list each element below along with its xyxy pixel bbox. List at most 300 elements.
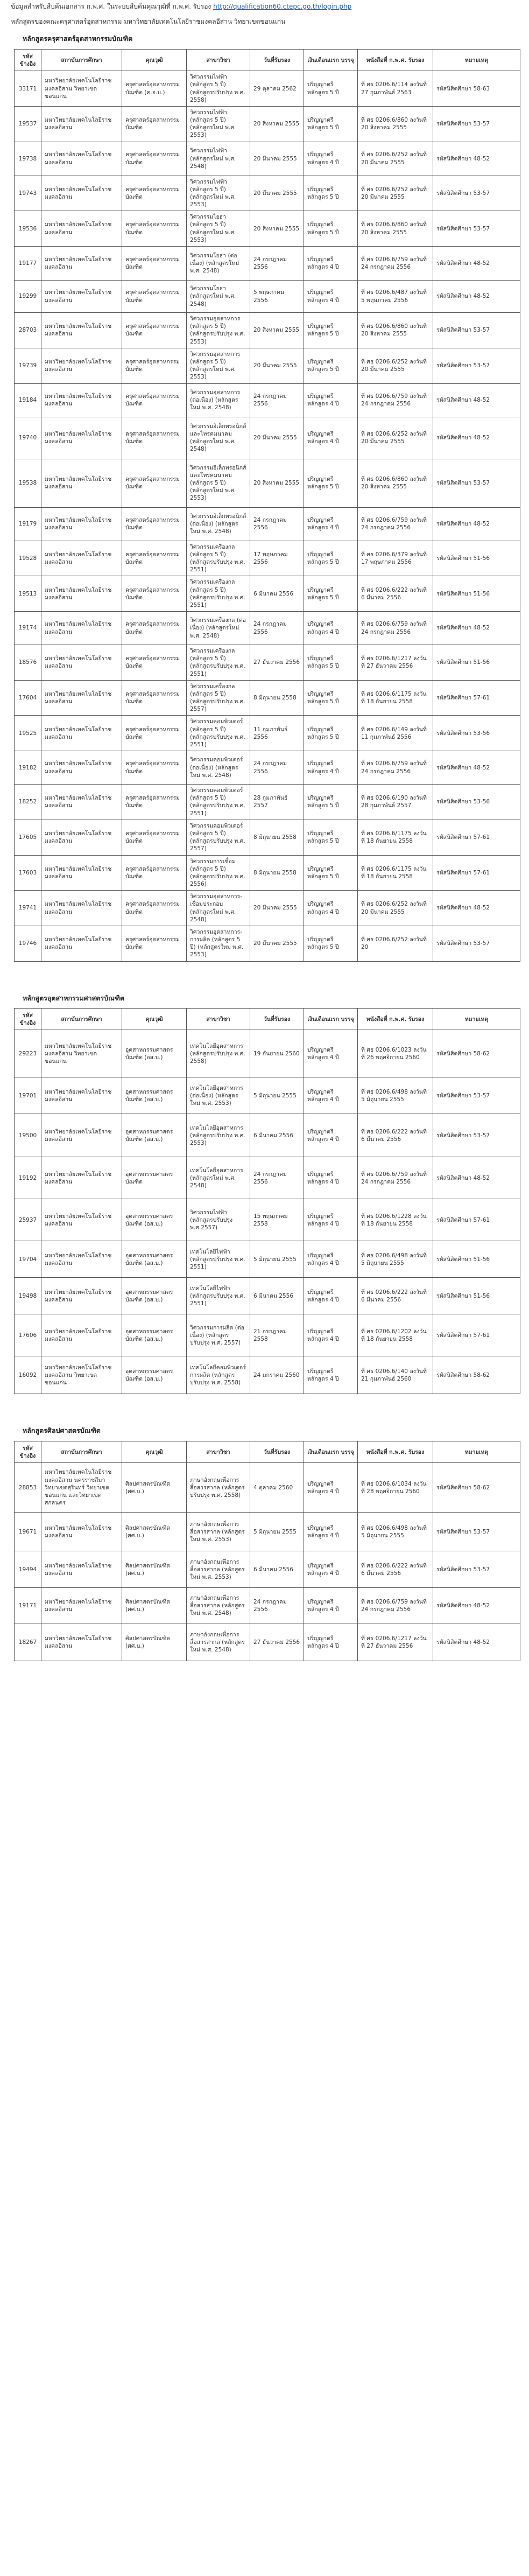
letter-cell: ที่ ศธ 0206.6/1034 ลงวันที่ 28 พฤศจิกายน 2560 xyxy=(358,1463,433,1513)
major-cell: เทคโนโลยีอุตสาหการ (หลักสูตรใหม่ พ.ศ. 2548) xyxy=(187,1157,250,1199)
ref-id-cell: 19743 xyxy=(15,176,41,211)
letter-cell: ที่ ศธ 0206.6/487 ลงวันที่ 5 พฤษภาคม 2556 xyxy=(358,281,433,313)
letter-cell: ที่ ศธ 0206.6/759 ลงวันที่ 24 กรกฎาคม 2556 xyxy=(358,247,433,281)
approval-date-cell: 5 พฤษภาคม 2556 xyxy=(250,281,304,313)
intro-text: ข้อมูลสำหรับสืบค้นเอกสาร ก.พ.ศ. ในระบบสืบค้นคุณวุฒิที่ ก.พ.ศ. รับรอง xyxy=(11,3,214,10)
approval-date-cell: 27 ธันวาคม 2556 xyxy=(250,1623,304,1661)
ref-id-cell: 19740 xyxy=(15,417,41,459)
remark-cell: รหัสนิสิตศึกษา 48-52 xyxy=(433,891,520,926)
approval-date-cell: 5 มิถุนายน 2555 xyxy=(250,1241,304,1278)
table-row xyxy=(15,820,520,855)
approval-date-cell: 15 พฤษภาคม 2558 xyxy=(250,1199,304,1241)
degree-cell: ครุศาสตร์อุตสาหกรรม บัณฑิต xyxy=(122,680,187,716)
major-header: สาขาวิชา xyxy=(187,1441,250,1463)
qualification-table xyxy=(14,49,520,961)
institution-cell: มหาวิทยาลัยเทคโนโลยีราชมงคลอีสาน นครราชสีมา วิทยาเขตสุรินทร์ วิทยาเขตขอนแก่น และวิทยาเขตสกลนคร xyxy=(41,1463,122,1513)
letter-cell: ที่ ศธ 0206.6/759 ลงวันที่ 24 กรกฎาคม 2556 xyxy=(358,1157,433,1199)
institution-cell: มหาวิทยาลัยเทคโนโลยีราชมงคลอีสาน xyxy=(41,142,122,176)
degree-cell: ครุศาสตร์อุตสาหกรรม บัณฑิต xyxy=(122,247,187,281)
approval-date-cell: 20 สิงหาคม 2555 xyxy=(250,106,304,142)
institution-header: สถาบันการศึกษา xyxy=(41,50,122,71)
salary-cell: ปริญญาตรี หลักสูตร 4 ปี xyxy=(304,417,358,459)
degree-cell: ศิลปศาสตรบัณฑิต (ศศ.บ.) xyxy=(122,1463,187,1513)
table-row xyxy=(15,926,520,961)
institution-cell: มหาวิทยาลัยเทคโนโลยีราชมงคลอีสาน วิทยาเขตขอนแก่น xyxy=(41,1030,122,1077)
major-cell: วิศวกรรมคอมพิวเตอร์ (หลักสูตร 5 ปี) (หลักสูตรปรับปรุง พ.ศ. 2551) xyxy=(187,716,250,751)
table-row xyxy=(15,106,520,142)
table-row xyxy=(15,1513,520,1551)
major-cell: วิศวกรรมไฟฟ้า (หลักสูตรปรับปรุง พ.ศ.2557) xyxy=(187,1199,250,1241)
degree-cell: ครุศาสตร์อุตสาหกรรม บัณฑิต xyxy=(122,383,187,417)
degree-cell: ครุศาสตร์อุตสาหกรรม บัณฑิต xyxy=(122,751,187,785)
letter-cell: ที่ ศธ 0206.6/860 ลงวันที่ 20 สิงหาคม 2555 xyxy=(358,313,433,348)
table-row xyxy=(15,71,520,107)
qualification-table xyxy=(14,1441,520,1661)
salary-cell: ปริญญาตรี หลักสูตร 4 ปี xyxy=(304,891,358,926)
approval-date-cell: 24 มกราคม 2560 xyxy=(250,1356,304,1394)
remark-cell: รหัสนิสิตศึกษา 58-62 xyxy=(433,1356,520,1394)
degree-cell: ครุศาสตร์อุตสาหกรรม บัณฑิต xyxy=(122,541,187,576)
table-row xyxy=(15,1157,520,1199)
letter-cell: ที่ ศธ 0206.6/252 ลงวันที่ 20 มีนาคม 2555 xyxy=(358,348,433,383)
approval-date-cell: 20 มีนาคม 2555 xyxy=(250,142,304,176)
degree-cell: อุตสาหกรรมศาสตร บัณฑิต (อส.บ.) xyxy=(122,1199,187,1241)
major-cell: เทคโนโลยีอุตสาหการ (ต่อเนื่อง) (หลักสูตรใหม่ พ.ศ. 2553) xyxy=(187,1077,250,1114)
major-cell: ภาษาอังกฤษเพื่อการสื่อสารสากล (หลักสูตรใหม่ พ.ศ. 2553) xyxy=(187,1513,250,1551)
table-row xyxy=(15,612,520,645)
remark-header: หมายเหตุ xyxy=(433,1009,520,1030)
ref-id-cell: 19746 xyxy=(15,926,41,961)
remark-cell: รหัสนิสิตศึกษา 48-52 xyxy=(433,751,520,785)
salary-cell: ปริญญาตรี หลักสูตร 5 ปี xyxy=(304,576,358,612)
remark-cell: รหัสนิสิตศึกษา 51-56 xyxy=(433,1278,520,1314)
approval-date-cell: 24 กรกฎาคม 2556 xyxy=(250,383,304,417)
remark-cell: รหัสนิสิตศึกษา 53-57 xyxy=(433,211,520,247)
letter-cell: ที่ ศธ 0206.6/759 ลงวันที่ 24 กรกฎาคม 2556 xyxy=(358,612,433,645)
remark-header: หมายเหตุ xyxy=(433,1441,520,1463)
approval-date-header: วันที่รับรอง xyxy=(250,1441,304,1463)
degree-cell: ครุศาสตร์อุตสาหกรรม บัณฑิต xyxy=(122,785,187,820)
degree-cell: อุตสาหกรรมศาสตร บัณฑิต (อส.บ.) xyxy=(122,1030,187,1077)
salary-cell: ปริญญาตรี หลักสูตร 4 ปี xyxy=(304,1314,358,1356)
salary-cell: ปริญญาตรี หลักสูตร 4 ปี xyxy=(304,1030,358,1077)
ref-id-cell: 19536 xyxy=(15,211,41,247)
ref-id-cell: 19537 xyxy=(15,106,41,142)
table-row xyxy=(15,1588,520,1623)
section-spacer xyxy=(11,1394,518,1426)
letter-cell: ที่ ศธ 0206.6/252 ลงวันที่ 20 มีนาคม 2555 xyxy=(358,417,433,459)
salary-header: เงินเดือนแรก บรรจุ xyxy=(304,50,358,71)
institution-cell: มหาวิทยาลัยเทคโนโลยีราชมงคลอีสาน xyxy=(41,680,122,716)
salary-cell: ปริญญาตรี หลักสูตร 4 ปี xyxy=(304,247,358,281)
degree-cell: ครุศาสตร์อุตสาหกรรม บัณฑิต xyxy=(122,417,187,459)
approval-date-cell: 24 กรกฎาคม 2556 xyxy=(250,751,304,785)
degree-cell: อุตสาหกรรมศาสตร บัณฑิต (อส.บ.) xyxy=(122,1241,187,1278)
ref-id-cell: 19299 xyxy=(15,281,41,313)
major-cell: วิศวกรรมโยธา (ต่อเนื่อง) (หลักสูตรใหม่ พ.ศ. 2548) xyxy=(187,247,250,281)
sections-container xyxy=(11,34,518,1661)
ref-id-cell: 19177 xyxy=(15,247,41,281)
table-row xyxy=(15,417,520,459)
approval-date-cell: 5 มิถุนายน 2555 xyxy=(250,1513,304,1551)
major-cell: วิศวกรรมคอมพิวเตอร์ (ต่อเนื่อง) (หลักสูตรใหม่ พ.ศ. 2548) xyxy=(187,751,250,785)
major-cell: วิศวกรรมเครื่องกล (หลักสูตร 5 ปี) (หลักสูตรปรับปรุง พ.ศ. 2551) xyxy=(187,645,250,681)
letter-cell: ที่ ศธ 0206.6/860 ลงวันที่ 20 สิงหาคม 2555 xyxy=(358,459,433,507)
major-cell: วิศวกรรมเครื่องกล (หลักสูตร 5 ปี) (หลักสูตรปรับปรุง พ.ศ. 2557) xyxy=(187,680,250,716)
intro-subtitle: หลักสูตรของคณะครุศาสตร์อุตสาหกรรม มหาวิทยาลัยเทคโนโลยีราชมงคลอีสาน วิทยาเขตขอนแก่น xyxy=(11,18,286,26)
remark-cell: รหัสนิสิตศึกษา 57-61 xyxy=(433,1314,520,1356)
salary-cell: ปริญญาตรี หลักสูตร 5 ปี xyxy=(304,541,358,576)
section-title: หลักสูตรครุศาสตร์อุตสาหกรรมบัณฑิต xyxy=(23,34,133,43)
table-row xyxy=(15,383,520,417)
approval-date-cell: 24 กรกฎาคม 2556 xyxy=(250,1588,304,1623)
institution-cell: มหาวิทยาลัยเทคโนโลยีราชมงคลอีสาน xyxy=(41,891,122,926)
table-row xyxy=(15,507,520,541)
major-cell: วิศวกรรมคอมพิวเตอร์ (หลักสูตร 5 ปี) (หลักสูตรปรับปรุง พ.ศ. 2557) xyxy=(187,820,250,855)
major-cell: เทคโนโลยีไฟฟ้า (หลักสูตรปรับปรุง พ.ศ. 2551) xyxy=(187,1241,250,1278)
letter-cell: ที่ ศธ 0206.6/252 ลงวันที่ 20 มีนาคม 2555 xyxy=(358,142,433,176)
degree-cell: ครุศาสตร์อุตสาหกรรม บัณฑิต xyxy=(122,459,187,507)
major-cell: วิศวกรรมเครื่องกล (หลักสูตร 5 ปี) (หลักสูตรปรับปรุง พ.ศ. 2551) xyxy=(187,576,250,612)
major-cell: วิศวกรรมไฟฟ้า (หลักสูตร 5 ปี) (หลักสูตรใหม่ พ.ศ. 2553) xyxy=(187,106,250,142)
letter-cell: ที่ ศธ 0206.6/1228 ลงวันที่ 18 กันยายน 2558 xyxy=(358,1199,433,1241)
major-cell: เทคโนโลยีไฟฟ้า (หลักสูตรปรับปรุง พ.ศ. 2551) xyxy=(187,1278,250,1314)
salary-cell: ปริญญาตรี หลักสูตร 4 ปี xyxy=(304,1513,358,1551)
letter-cell: ที่ ศธ 0206.6/498 ลงวันที่ 5 มิถุนายน 2555 xyxy=(358,1513,433,1551)
major-cell: วิศวกรรมอิเล็กทรอนิกส์และโทรคมนาคม (หลักสูตรใหม่ พ.ศ. 2548) xyxy=(187,417,250,459)
table-row xyxy=(15,211,520,247)
table-row xyxy=(15,1114,520,1157)
institution-cell: มหาวิทยาลัยเทคโนโลยีราชมงคลอีสาน xyxy=(41,1588,122,1623)
salary-cell: ปริญญาตรี หลักสูตร 5 ปี xyxy=(304,106,358,142)
table-row xyxy=(15,459,520,507)
ref-id-cell: 19701 xyxy=(15,1077,41,1114)
institution-header: สถาบันการศึกษา xyxy=(41,1009,122,1030)
approval-date-header: วันที่รับรอง xyxy=(250,1009,304,1030)
approval-date-cell: 20 มีนาคม 2555 xyxy=(250,891,304,926)
table-header-row xyxy=(15,1441,520,1463)
letter-cell: ที่ ศธ 0206.6/222 ลงวันที่ 6 มีนาคม 2556 xyxy=(358,1114,433,1157)
salary-cell: ปริญญาตรี หลักสูตร 4 ปี xyxy=(304,1114,358,1157)
remark-cell: รหัสนิสิตศึกษา 48-52 xyxy=(433,247,520,281)
salary-cell: ปริญญาตรี หลักสูตร 5 ปี xyxy=(304,348,358,383)
approval-date-cell: 20 มีนาคม 2555 xyxy=(250,417,304,459)
salary-cell: ปริญญาตรี หลักสูตร 4 ปี xyxy=(304,1588,358,1623)
ref-id-cell: 25937 xyxy=(15,1199,41,1241)
letter-cell: ที่ ศธ 0206.6/114 ลงวันที่ 27 กุมภาพันธ์ 2563 xyxy=(358,71,433,107)
degree-cell: ครุศาสตร์อุตสาหกรรม บัณฑิต xyxy=(122,820,187,855)
letter-cell: ที่ ศธ 0206.6/1023 ลงวันที่ 26 พฤศจิกายน 2560 xyxy=(358,1030,433,1077)
degree-cell: ครุศาสตร์อุตสาหกรรม บัณฑิต xyxy=(122,142,187,176)
institution-cell: มหาวิทยาลัยเทคโนโลยีราชมงคลอีสาน xyxy=(41,417,122,459)
remark-cell: รหัสนิสิตศึกษา 57-61 xyxy=(433,820,520,855)
institution-cell: มหาวิทยาลัยเทคโนโลยีราชมงคลอีสาน xyxy=(41,459,122,507)
ref-id-cell: 18576 xyxy=(15,645,41,681)
institution-cell: มหาวิทยาลัยเทคโนโลยีราชมงคลอีสาน วิทยาเขตขอนแก่น xyxy=(41,1356,122,1394)
remark-cell: รหัสนิสิตศึกษา 48-52 xyxy=(433,1623,520,1661)
qualification-link[interactable]: http://qualification60.ctepc.go.th/login.php xyxy=(213,3,352,10)
major-cell: วิศวกรรมโยธา (หลักสูตรใหม่ พ.ศ. 2548) xyxy=(187,281,250,313)
table-row xyxy=(15,1463,520,1513)
letter-cell: ที่ ศธ 0206.6/222 ลงวันที่ 6 มีนาคม 2556 xyxy=(358,576,433,612)
letter-cell: ที่ ศธ 0206.6/140 ลงวันที่ 21 กุมภาพันธ์ 2560 xyxy=(358,1356,433,1394)
salary-cell: ปริญญาตรี หลักสูตร 5 ปี xyxy=(304,716,358,751)
letter-header: หนังสือที่ ก.พ.ศ. รับรอง xyxy=(358,50,433,71)
letter-cell: ที่ ศธ 0206.6/222 ลงวันที่ 6 มีนาคม 2556 xyxy=(358,1551,433,1588)
ref-id-cell: 19538 xyxy=(15,459,41,507)
section-title: หลักสูตรศิลปศาสตรบัณฑิต xyxy=(23,1426,101,1435)
degree-cell: อุตสาหกรรมศาสตร บัณฑิต (อส.บ.) xyxy=(122,1114,187,1157)
letter-cell: ที่ ศธ 0206.6/1217 ลงวันที่ 27 ธันวาคม 2556 xyxy=(358,645,433,681)
approval-date-cell: 20 มีนาคม 2555 xyxy=(250,348,304,383)
approval-date-cell: 27 ธันวาคม 2556 xyxy=(250,645,304,681)
institution-cell: มหาวิทยาลัยเทคโนโลยีราชมงคลอีสาน xyxy=(41,1114,122,1157)
degree-cell: ศิลปศาสตรบัณฑิต (ศศ.บ.) xyxy=(122,1588,187,1623)
ref-id-cell: 19513 xyxy=(15,576,41,612)
institution-cell: มหาวิทยาลัยเทคโนโลยีราชมงคลอีสาน xyxy=(41,820,122,855)
major-cell: วิศวกรรมอุตสาหการ-เชื่อมประกอบ (หลักสูตรใหม่ พ.ศ. 2548) xyxy=(187,891,250,926)
approval-date-cell: 19 กันยายน 2560 xyxy=(250,1030,304,1077)
salary-cell: ปริญญาตรี หลักสูตร 4 ปี xyxy=(304,1278,358,1314)
major-cell: วิศวกรรมอุตสาหการ (หลักสูตร 5 ปี) (หลักสูตรปรับปรุง พ.ศ. 2553) xyxy=(187,313,250,348)
institution-cell: มหาวิทยาลัยเทคโนโลยีราชมงคลอีสาน xyxy=(41,281,122,313)
table-row xyxy=(15,855,520,891)
remark-cell: รหัสนิสิตศึกษา 48-52 xyxy=(433,507,520,541)
major-cell: วิศวกรรมอุตสาหการ (ต่อเนื่อง) (หลักสูตรใหม่ พ.ศ. 2548) xyxy=(187,383,250,417)
degree-cell: อุตสาหกรรมศาสตร บัณฑิต (อส.บ.) xyxy=(122,1314,187,1356)
major-cell: วิศวกรรมโยธา (หลักสูตร 5 ปี) (หลักสูตรใหม่ พ.ศ. 2553) xyxy=(187,211,250,247)
major-header: สาขาวิชา xyxy=(187,50,250,71)
table-row xyxy=(15,1030,520,1077)
institution-cell: มหาวิทยาลัยเทคโนโลยีราชมงคลอีสาน xyxy=(41,1157,122,1199)
institution-cell: มหาวิทยาลัยเทคโนโลยีราชมงคลอีสาน xyxy=(41,855,122,891)
approval-date-cell: 20 สิงหาคม 2555 xyxy=(250,459,304,507)
ref-id-cell: 19184 xyxy=(15,383,41,417)
salary-cell: ปริญญาตรี หลักสูตร 4 ปี xyxy=(304,1157,358,1199)
remark-cell: รหัสนิสิตศึกษา 48-52 xyxy=(433,142,520,176)
approval-date-cell: 6 มีนาคม 2556 xyxy=(250,1114,304,1157)
major-cell: วิศวกรรมไฟฟ้า (หลักสูตรใหม่ พ.ศ. 2548) xyxy=(187,142,250,176)
remark-cell: รหัสนิสิตศึกษา 51-56 xyxy=(433,1241,520,1278)
ref-id-cell: 19182 xyxy=(15,751,41,785)
salary-cell: ปริญญาตรี หลักสูตร 4 ปี xyxy=(304,281,358,313)
remark-cell: รหัสนิสิตศึกษา 57-61 xyxy=(433,855,520,891)
remark-cell: รหัสนิสิตศึกษา 48-52 xyxy=(433,1157,520,1199)
degree-cell: ครุศาสตร์อุตสาหกรรม บัณฑิต xyxy=(122,348,187,383)
ref-id-cell: 17605 xyxy=(15,820,41,855)
institution-cell: มหาวิทยาลัยเทคโนโลยีราชมงคลอีสาน xyxy=(41,313,122,348)
letter-cell: ที่ ศธ 0206.6/860 ลงวันที่ 20 สิงหาคม 2555 xyxy=(358,211,433,247)
ref-id-cell: 33171 xyxy=(15,71,41,107)
salary-cell: ปริญญาตรี หลักสูตร 4 ปี xyxy=(304,1077,358,1114)
major-cell: วิศวกรรมไฟฟ้า (หลักสูตร 5 ปี) (หลักสูตรใหม่ พ.ศ. 2553) xyxy=(187,176,250,211)
letter-cell: ที่ ศธ 0206.6/222 ลงวันที่ 6 มีนาคม 2556 xyxy=(358,1278,433,1314)
intro-line xyxy=(11,2,518,11)
letter-cell: ที่ ศธ 0206.6/759 ลงวันที่ 24 กรกฎาคม 2556 xyxy=(358,507,433,541)
major-cell: เทคโนโลยีคอมพิวเตอร์การผลิต (หลักสูตรปรับปรุง พ.ศ. 2558) xyxy=(187,1356,250,1394)
approval-date-cell: 6 มีนาคม 2556 xyxy=(250,576,304,612)
salary-cell: ปริญญาตรี หลักสูตร 4 ปี xyxy=(304,383,358,417)
table-row xyxy=(15,1278,520,1314)
institution-cell: มหาวิทยาลัยเทคโนโลยีราชมงคลอีสาน xyxy=(41,348,122,383)
salary-cell: ปริญญาตรี หลักสูตร 4 ปี xyxy=(304,1463,358,1513)
ref-id-cell: 19500 xyxy=(15,1114,41,1157)
remark-cell: รหัสนิสิตศึกษา 48-52 xyxy=(433,383,520,417)
ref-id-cell: 18252 xyxy=(15,785,41,820)
letter-cell: ที่ ศธ 0206.6/149 ลงวันที่ 11 กุมภาพันธ์ 2556 xyxy=(358,716,433,751)
approval-date-cell: 24 กรกฎาคม 2556 xyxy=(250,612,304,645)
ref-id-header: รหัส ข้างอิง xyxy=(15,1009,41,1030)
remark-cell: รหัสนิสิตศึกษา 48-52 xyxy=(433,417,520,459)
remark-cell: รหัสนิสิตศึกษา 53-56 xyxy=(433,716,520,751)
salary-cell: ปริญญาตรี หลักสูตร 5 ปี xyxy=(304,820,358,855)
table-row xyxy=(15,1241,520,1278)
major-header: สาขาวิชา xyxy=(187,1009,250,1030)
major-cell: วิศวกรรมเครื่องกล (หลักสูตร 5 ปี) (หลักสูตรปรับปรุง พ.ศ. 2551) xyxy=(187,541,250,576)
major-cell: วิศวกรรมอิเล็กทรอนิกส์ (ต่อเนื่อง) (หลักสูตรใหม่ พ.ศ. 2548) xyxy=(187,507,250,541)
degree-cell: อุตสาหกรรมศาสตร บัณฑิต xyxy=(122,1157,187,1199)
letter-cell: ที่ ศธ 0206.6/498 ลงวันที่ 5 มิถุนายน 2555 xyxy=(358,1241,433,1278)
ref-id-cell: 28853 xyxy=(15,1463,41,1513)
letter-cell: ที่ ศธ 0206.6/379 ลงวันที่ 17 พฤษภาคม 2556 xyxy=(358,541,433,576)
letter-cell: ที่ ศธ 0206.6/860 ลงวันที่ 20 สิงหาคม 2555 xyxy=(358,106,433,142)
table-row xyxy=(15,716,520,751)
degree-cell: ครุศาสตร์อุตสาหกรรม บัณฑิต xyxy=(122,926,187,961)
remark-header: หมายเหตุ xyxy=(433,50,520,71)
ref-id-cell: 17604 xyxy=(15,680,41,716)
major-cell: วิศวกรรมอิเล็กทรอนิกส์และโทรคมนาคม (หลักสูตร 5 ปี) (หลักสูตรใหม่ พ.ศ. 2553) xyxy=(187,459,250,507)
salary-cell: ปริญญาตรี หลักสูตร 5 ปี xyxy=(304,313,358,348)
ref-id-cell: 19179 xyxy=(15,507,41,541)
degree-cell: ครุศาสตร์อุตสาหกรรม บัณฑิต xyxy=(122,313,187,348)
table-row xyxy=(15,1623,520,1661)
approval-date-cell: 5 มิถุนายน 2555 xyxy=(250,1077,304,1114)
degree-cell: ครุศาสตร์อุตสาหกรรม บัณฑิต xyxy=(122,891,187,926)
degree-cell: ครุศาสตร์อุตสาหกรรม บัณฑิต (ค.อ.บ.) xyxy=(122,71,187,107)
salary-cell: ปริญญาตรี หลักสูตร 4 ปี xyxy=(304,507,358,541)
ref-id-cell: 19738 xyxy=(15,142,41,176)
remark-cell: รหัสนิสิตศึกษา 48-52 xyxy=(433,1588,520,1623)
letter-cell: ที่ ศธ 0206.6/1175 ลงวันที่ 18 กันยายน 2558 xyxy=(358,820,433,855)
institution-cell: มหาวิทยาลัยเทคโนโลยีราชมงคลอีสาน xyxy=(41,1551,122,1588)
remark-cell: รหัสนิสิตศึกษา 53-57 xyxy=(433,106,520,142)
degree-cell: อุตสาหกรรมศาสตร บัณฑิต (อส.บ.) xyxy=(122,1077,187,1114)
remark-cell: รหัสนิสิตศึกษา 53-57 xyxy=(433,1077,520,1114)
salary-cell: ปริญญาตรี หลักสูตร 5 ปี xyxy=(304,645,358,681)
section-spacer xyxy=(11,962,518,994)
ref-id-cell: 19528 xyxy=(15,541,41,576)
salary-cell: ปริญญาตรี หลักสูตร 5 ปี xyxy=(304,71,358,107)
table-row xyxy=(15,1199,520,1241)
approval-date-cell: 6 มีนาคม 2556 xyxy=(250,1551,304,1588)
institution-cell: มหาวิทยาลัยเทคโนโลยีราชมงคลอีสาน xyxy=(41,716,122,751)
degree-cell: ครุศาสตร์อุตสาหกรรม บัณฑิต xyxy=(122,211,187,247)
remark-cell: รหัสนิสิตศึกษา 58-62 xyxy=(433,1463,520,1513)
degree-cell: ครุศาสตร์อุตสาหกรรม บัณฑิต xyxy=(122,507,187,541)
table-row xyxy=(15,891,520,926)
institution-cell: มหาวิทยาลัยเทคโนโลยีราชมงคลอีสาน วิทยาเขตขอนแก่น xyxy=(41,71,122,107)
table-row xyxy=(15,576,520,612)
salary-cell: ปริญญาตรี หลักสูตร 4 ปี xyxy=(304,1623,358,1661)
salary-cell: ปริญญาตรี หลักสูตร 5 ปี xyxy=(304,459,358,507)
approval-date-cell: 8 มิถุนายน 2558 xyxy=(250,680,304,716)
ref-id-cell: 19739 xyxy=(15,348,41,383)
institution-cell: มหาวิทยาลัยเทคโนโลยีราชมงคลอีสาน xyxy=(41,785,122,820)
institution-cell: มหาวิทยาลัยเทคโนโลยีราชมงคลอีสาน xyxy=(41,926,122,961)
ref-id-cell: 19174 xyxy=(15,612,41,645)
remark-cell: รหัสนิสิตศึกษา 58-63 xyxy=(433,71,520,107)
major-cell: วิศวกรรมการผลิต (ต่อเนื่อง) (หลักสูตรปรับปรุง พ.ศ. 2557) xyxy=(187,1314,250,1356)
table-row xyxy=(15,785,520,820)
institution-cell: มหาวิทยาลัยเทคโนโลยีราชมงคลอีสาน xyxy=(41,507,122,541)
approval-date-cell: 20 สิงหาคม 2555 xyxy=(250,211,304,247)
degree-cell: ครุศาสตร์อุตสาหกรรม บัณฑิต xyxy=(122,645,187,681)
approval-date-cell: 21 กรกฎาคม 2558 xyxy=(250,1314,304,1356)
remark-cell: รหัสนิสิตศึกษา 53-57 xyxy=(433,176,520,211)
degree-header: คุณวุฒิ xyxy=(122,1009,187,1030)
remark-cell: รหัสนิสิตศึกษา 53-57 xyxy=(433,1513,520,1551)
major-cell: เทคโนโลยีอุตสาหการ (หลักสูตรปรับปรุง พ.ศ. 2553) xyxy=(187,1114,250,1157)
major-cell: วิศวกรรมเครื่องกล (ต่อเนื่อง) (หลักสูตรใหม่ พ.ศ. 2548) xyxy=(187,612,250,645)
salary-cell: ปริญญาตรี หลักสูตร 5 ปี xyxy=(304,785,358,820)
institution-cell: มหาวิทยาลัยเทคโนโลยีราชมงคลอีสาน xyxy=(41,645,122,681)
institution-cell: มหาวิทยาลัยเทคโนโลยีราชมงคลอีสาน xyxy=(41,1314,122,1356)
table-row xyxy=(15,541,520,576)
degree-cell: ศิลปศาสตรบัณฑิต (ศศ.บ.) xyxy=(122,1513,187,1551)
salary-cell: ปริญญาตรี หลักสูตร 4 ปี xyxy=(304,1199,358,1241)
ref-id-cell: 19171 xyxy=(15,1588,41,1623)
table-row xyxy=(15,247,520,281)
letter-cell: ที่ ศธ 0206.6/252 ลงวันที่ 20 มีนาคม 2555 xyxy=(358,176,433,211)
remark-cell: รหัสนิสิตศึกษา 53-57 xyxy=(433,348,520,383)
institution-cell: มหาวิทยาลัยเทคโนโลยีราชมงคลอีสาน xyxy=(41,1241,122,1278)
approval-date-cell: 20 มีนาคม 2555 xyxy=(250,926,304,961)
table-row xyxy=(15,1551,520,1588)
salary-cell: ปริญญาตรี หลักสูตร 5 ปี xyxy=(304,926,358,961)
institution-cell: มหาวิทยาลัยเทคโนโลยีราชมงคลอีสาน xyxy=(41,541,122,576)
table-row xyxy=(15,1314,520,1356)
ref-id-cell: 16092 xyxy=(15,1356,41,1394)
ref-id-cell: 19741 xyxy=(15,891,41,926)
table-row xyxy=(15,1356,520,1394)
salary-cell: ปริญญาตรี หลักสูตร 4 ปี xyxy=(304,612,358,645)
letter-cell: ที่ ศธ 0206.6/1175 ลงวันที่ 18 กันยายน 2558 xyxy=(358,855,433,891)
ref-id-cell: 29223 xyxy=(15,1030,41,1077)
remark-cell: รหัสนิสิตศึกษา 53-57 xyxy=(433,1114,520,1157)
major-cell: ภาษาอังกฤษเพื่อการสื่อสารสากล (หลักสูตรใหม่ พ.ศ. 2553) xyxy=(187,1551,250,1588)
degree-cell: ครุศาสตร์อุตสาหกรรม บัณฑิต xyxy=(122,106,187,142)
degree-cell: ครุศาสตร์อุตสาหกรรม บัณฑิต xyxy=(122,612,187,645)
ref-id-cell: 19192 xyxy=(15,1157,41,1199)
major-cell: วิศวกรรมไฟฟ้า (หลักสูตร 5 ปี) (หลักสูตรปรับปรุง พ.ศ. 2558) xyxy=(187,71,250,107)
major-cell: ภาษาอังกฤษเพื่อการสื่อสารสากล (หลักสูตรปรับปรุง พ.ศ. 2558) xyxy=(187,1463,250,1513)
salary-cell: ปริญญาตรี หลักสูตร 5 ปี xyxy=(304,211,358,247)
qualification-table xyxy=(14,1008,520,1394)
major-cell: ภาษาอังกฤษเพื่อการสื่อสารสากล (หลักสูตรใหม่ พ.ศ. 2548) xyxy=(187,1623,250,1661)
institution-cell: มหาวิทยาลัยเทคโนโลยีราชมงคลอีสาน xyxy=(41,1513,122,1551)
degree-header: คุณวุฒิ xyxy=(122,50,187,71)
degree-cell: อุตสาหกรรมศาสตร บัณฑิต (อส.บ.) xyxy=(122,1278,187,1314)
table-row xyxy=(15,645,520,681)
remark-cell: รหัสนิสิตศึกษา 51-56 xyxy=(433,541,520,576)
remark-cell: รหัสนิสิตศึกษา 57-61 xyxy=(433,1199,520,1241)
table-row xyxy=(15,281,520,313)
remark-cell: รหัสนิสิตศึกษา 53-57 xyxy=(433,313,520,348)
degree-cell: ครุศาสตร์อุตสาหกรรม บัณฑิต xyxy=(122,176,187,211)
institution-cell: มหาวิทยาลัยเทคโนโลยีราชมงคลอีสาน xyxy=(41,751,122,785)
institution-cell: มหาวิทยาลัยเทคโนโลยีราชมงคลอีสาน xyxy=(41,106,122,142)
table-row xyxy=(15,313,520,348)
